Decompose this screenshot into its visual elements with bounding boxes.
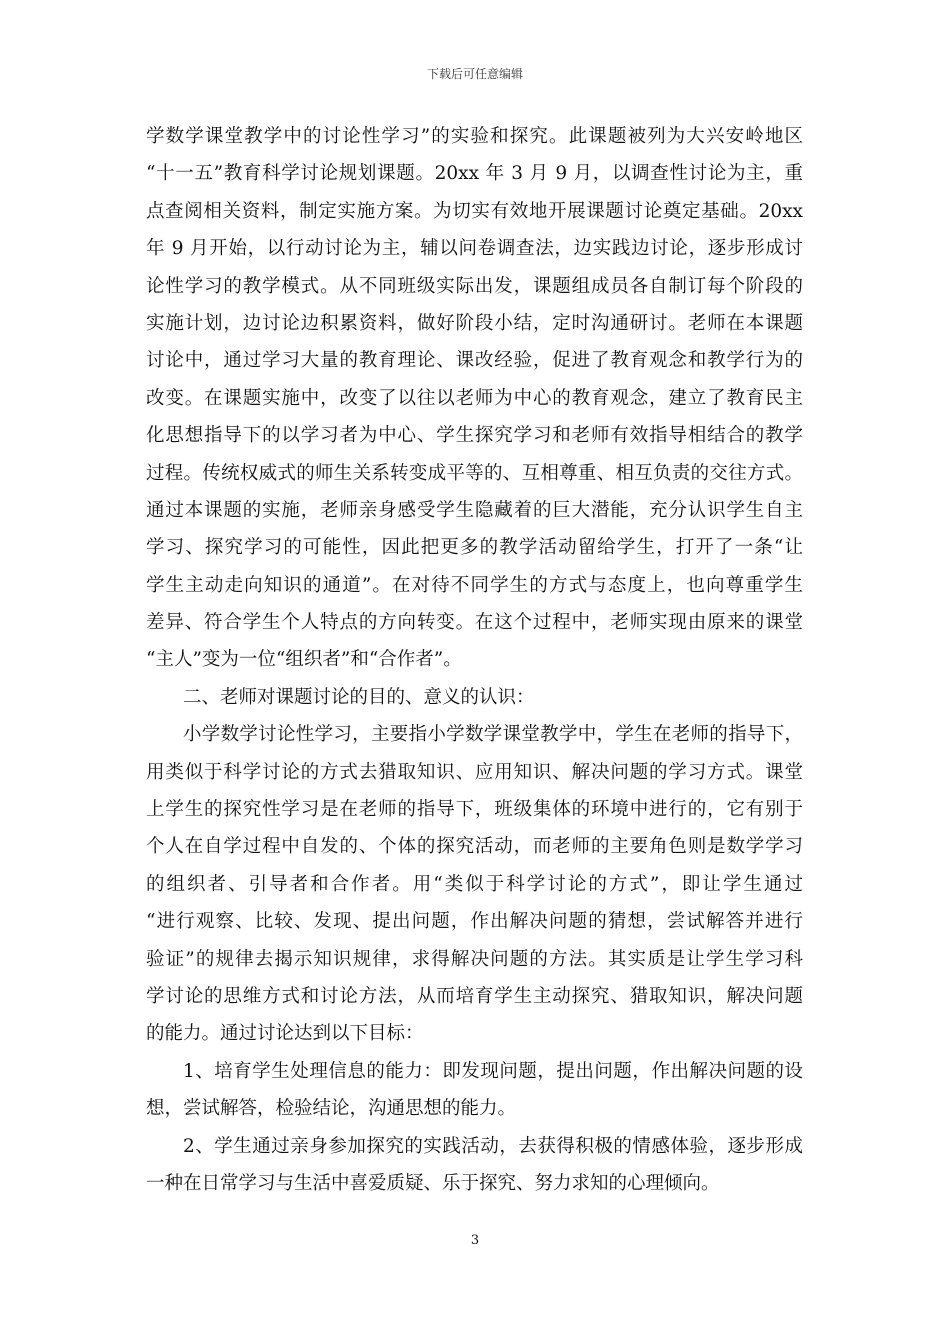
body-line: “主人”变为一位“组织者”和“合作者”。: [146, 649, 462, 671]
body-line: 点查阅相关资料，制定实施方案。为切实有效地开展课题讨论奠定基础。20xx: [146, 200, 803, 222]
body-line: 一种在日常学习与生活中喜爱质疑、乐于探究、努力求知的心理倾向。: [146, 1172, 720, 1194]
body-line: 上学生的探究性学习是在老师的指导下，班级集体的环境中进行的，它有别于: [146, 799, 803, 821]
body-line: 学讨论的思维方式和讨论方法，从而培育学生主动探究、猎取知识，解决问题: [146, 985, 803, 1007]
body-line: 论性学习的教学模式。从不同班级实际出发，课题组成员各自制订每个阶段的: [146, 275, 803, 297]
body-line: “进行观察、比较、发现、提出问题，作出解决问题的猜想，尝试解答并进行: [146, 911, 803, 933]
body-line: 学数学课堂教学中的讨论性学习”的实验和探究。此课题被列为大兴安岭地区: [146, 126, 803, 147]
body-line: “十一五”教育科学讨论规划课题。20xx 年 3 月 9 月，以调查性讨论为主，重: [146, 163, 803, 185]
body-line: 个人在自学过程中自发的、个体的探究活动，而老师的主要角色则是数学学习: [146, 836, 803, 858]
body-line: 用类似于科学讨论的方式去猎取知识、应用知识、解决问题的学习方式。课堂: [146, 761, 803, 783]
body-line: 的能力。通过讨论达到以下目标：: [146, 1023, 424, 1045]
body-line: 学习、探究学习的可能性，因此把更多的教学活动留给学生，打开了一条“让: [146, 537, 803, 559]
list-item: 1、培育学生处理信息的能力：即发现问题，提出问题，作出解决问题的设: [183, 1060, 803, 1082]
section-heading: 二、老师对课题讨论的目的、意义的认识：: [183, 686, 535, 708]
body-line: 通过本课题的实施，老师亲身感受学生隐藏着的巨大潜能，充分认识学生自主: [146, 499, 803, 521]
document-body: [146, 118, 803, 1202]
body-line: 过程。传统权威式的师生关系转变成平等的、互相尊重、相互负责的交往方式。: [146, 462, 803, 484]
page-header: 下载后可任意编辑: [426, 67, 523, 81]
body-line: 想，尝试解答，检验结论，沟通思想的能力。: [146, 1098, 517, 1120]
body-line: 的组织者、引导者和合作者。用“类似于科学讨论的方式”，即让学生通过: [146, 873, 803, 895]
list-item: 2、学生通过亲身参加探究的实践活动，去获得积极的情感体验，逐步形成: [183, 1135, 803, 1157]
body-line: 差异、符合学生个人特点的方向转变。在这个过程中，老师实现由原来的课堂: [146, 612, 803, 634]
body-line: 化思想指导下的以学习者为中心、学生探究学习和老师有效指导相结合的教学: [146, 425, 803, 447]
body-line: 改变。在课题实施中，改变了以往以老师为中心的教育观念，建立了教育民主: [146, 387, 803, 409]
body-line: 实施计划，边讨论边积累资料，做好阶段小结，定时沟通研讨。老师在本课题: [146, 312, 803, 334]
body-line: 讨论中，通过学习大量的教育理论、课改经验，促进了教育观念和教学行为的: [146, 350, 803, 372]
body-line: 小学数学讨论性学习，主要指小学数学课堂教学中，学生在老师的指导下，: [183, 724, 803, 746]
page-number: 3: [470, 1233, 480, 1248]
body-line: 年 9 月开始，以行动讨论为主，辅以问卷调查法，边实践边讨论，逐步形成讨: [146, 238, 803, 260]
body-line: 验证”的规律去揭示知识规律，求得解决问题的方法。其实质是让学生学习科: [146, 948, 803, 970]
body-line: 学生主动走向知识的通道”。在对待不同学生的方式与态度上，也向尊重学生: [146, 574, 803, 596]
